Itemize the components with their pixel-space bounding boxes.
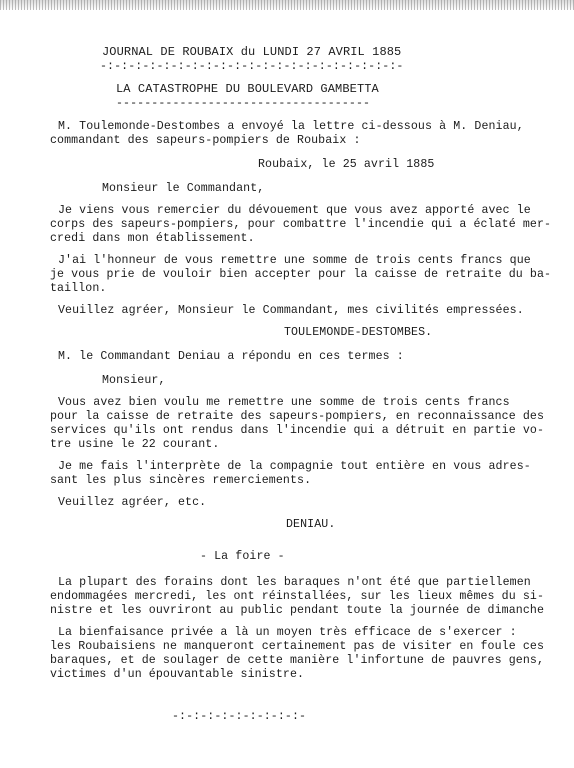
letter1-paragraph1-line: credi dans mon établissement. [50, 232, 255, 245]
letter1-paragraph2-line: je vous prie de vouloir bien accepter pour la caisse de retraite du ba- [50, 268, 552, 281]
letter1-paragraph2-line: J'ai l'honneur de vous remettre une somme de trois cents francs que [58, 254, 531, 267]
foire-paragraph2-line: baraques, et de soulager de cette manière l'infortune de pauvres gens, [50, 654, 545, 667]
letter2-paragraph1-line: tre usine le 22 courant. [50, 438, 220, 451]
newspaper-header: JOURNAL DE ROUBAIX du LUNDI 27 AVRIL 1885 [102, 45, 402, 59]
intro-line: commandant des sapeurs-pompiers de Roubaix : [50, 134, 361, 147]
foire-paragraph1-line: La plupart des forains dont les baraques n'ont été que partiellemen [58, 576, 531, 589]
letter1-signature: TOULEMONDE-DESTOMBES. [284, 326, 433, 339]
footer-rule: -:-:-:-:-:-:-:-:-:- [172, 710, 307, 723]
foire-paragraph2-line: La bienfaisance privée a là un moyen très efficace de s'exercer : [58, 626, 517, 639]
intro-line: M. Toulemonde-Destombes a envoyé la lettre ci-dessous à M. Deniau, [58, 120, 524, 133]
reply-intro: M. le Commandant Deniau a répondu en ces termes : [58, 350, 404, 363]
letter1-dateline: Roubaix, le 25 avril 1885 [258, 158, 435, 171]
letter2-salutation: Monsieur, [102, 374, 166, 387]
letter1-paragraph1-line: Je viens vous remercier du dévouement que vous avez apporté avec le [58, 204, 531, 217]
header-rule: -:-:-:-:-:-:-:-:-:-:-:-:-:-:-:-:-:-:-:-:-:- [100, 60, 404, 73]
letter2-closing: Veuillez agréer, etc. [58, 496, 207, 509]
scan-edge-noise [0, 0, 574, 10]
foire-paragraph2-line: victimes d'un épouvantable sinistre. [50, 668, 305, 681]
letter2-paragraph2-line: sant les plus sincères remerciements. [50, 474, 312, 487]
letter2-paragraph1-line: pour la caisse de retraite des sapeurs-pompiers, en reconnaissance des [50, 410, 545, 423]
letter1-salutation: Monsieur le Commandant, [102, 182, 265, 195]
foire-paragraph2-line: les Roubaisiens ne manqueront certainement pas de visiter en foule ces [50, 640, 545, 653]
letter1-paragraph2-line: taillon. [50, 282, 107, 295]
letter2-paragraph1-line: Vous avez bien voulu me remettre une somme de trois cents francs [58, 396, 510, 409]
article-title: LA CATASTROPHE DU BOULEVARD GAMBETTA [116, 82, 379, 96]
foire-paragraph1-line: endommagées mercredi, les ont réinstallées, sur les lieux mêmes du si- [50, 590, 545, 603]
letter1-closing: Veuillez agréer, Monsieur le Commandant, mes civilités empressées. [58, 304, 524, 317]
foire-paragraph1-line: nistre et les ouvriront au public pendant toute la journée de dimanche [50, 604, 545, 617]
letter1-paragraph1-line: corps des sapeurs-pompiers, pour combattre l'incendie qui a éclaté mer- [50, 218, 552, 231]
letter2-paragraph2-line: Je me fais l'interprète de la compagnie tout entière en vous adres- [58, 460, 531, 473]
article-title-rule: ------------------------------------ [116, 97, 371, 110]
letter2-paragraph1-line: services qu'ils ont rendus dans l'incendie qui a détruit en partie vo- [50, 424, 545, 437]
section-title-la-foire: - La foire - [200, 550, 285, 563]
letter2-signature: DENIAU. [286, 518, 336, 531]
